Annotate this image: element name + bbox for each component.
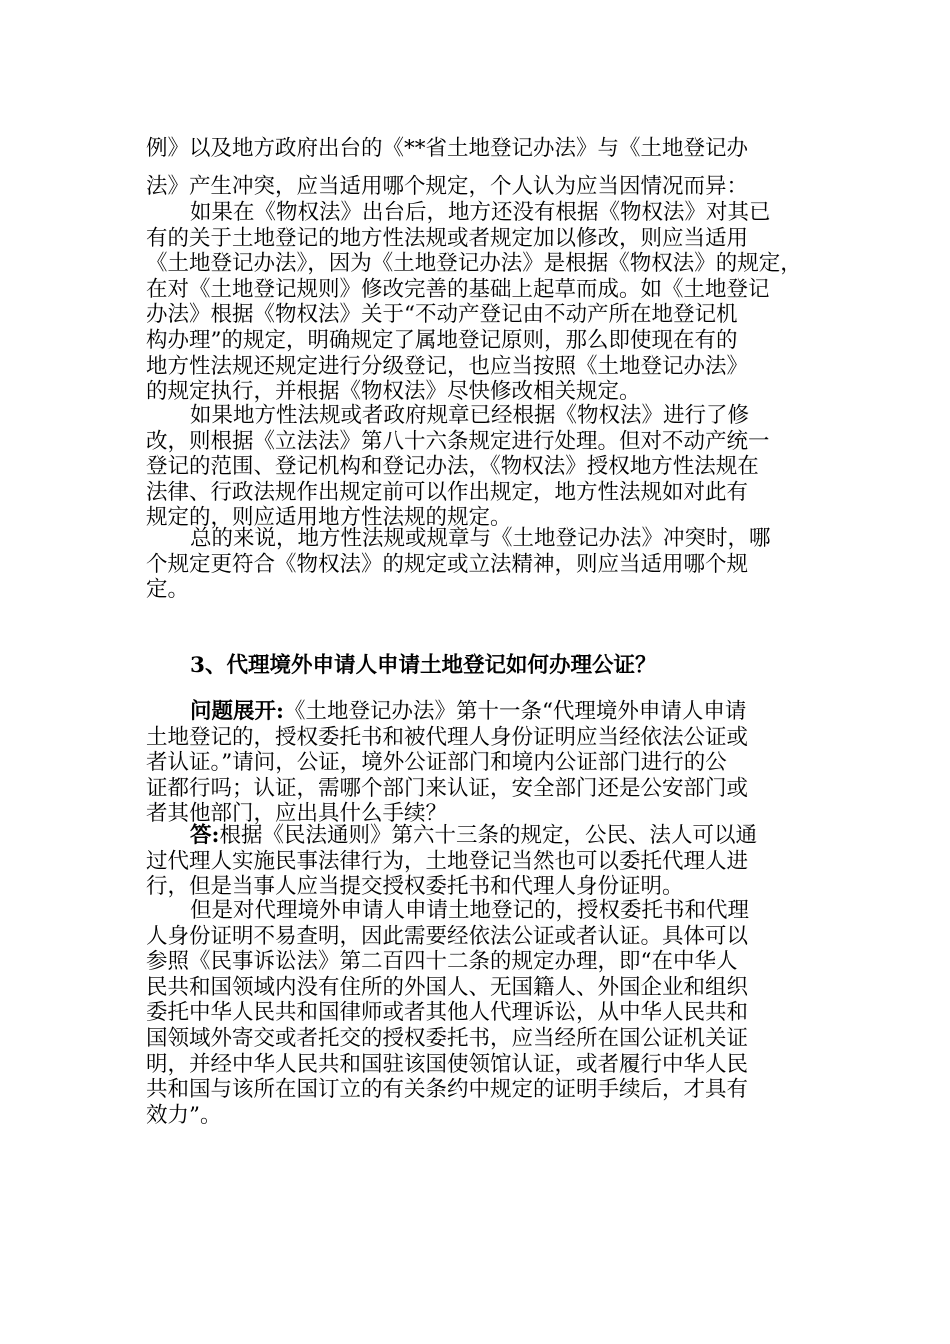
answer-first-line: [146, 823, 810, 849]
paragraph-line: 国领域外寄交或者托交的授权委托书，应当经所在国公证机关证: [146, 1025, 749, 1051]
paragraph-2: [146, 403, 810, 531]
question-first-line: [146, 699, 810, 725]
paragraph-line: 办法》根据《物权法》关于“不动产登记由不动产所在地登记机: [146, 302, 738, 328]
paragraph-line: 总的来说，地方性法规或规章与《土地登记办法》冲突时，哪: [190, 526, 771, 551]
paragraph-line: 个规定更符合《物权法》的规定或立法精神，则应当适用哪个规: [146, 551, 749, 577]
paragraph-line: 如果在《物权法》出台后，地方还没有根据《物权法》对其已: [190, 200, 771, 225]
intro-line-1: 例》以及地方政府出台的《**省土地登记办法》与《土地登记办: [146, 136, 749, 161]
paragraph-line: 明，并经中华人民共和国驻该国使领馆认证，或者履行中华人民: [146, 1051, 749, 1077]
paragraph-line: 有的关于土地登记的地方性法规或者规定加以修改，则应当适用: [146, 225, 749, 251]
paragraph-line: 改，则根据《立法法》第八十六条规定进行处理。但对不动产统一: [146, 428, 770, 454]
paragraph-line: 过代理人实施民事法律行为，土地登记当然也可以委托代理人进: [146, 848, 749, 874]
paragraph-line: 土地登记的，授权委托书和被代理人身份证明应当经依法公证或: [146, 724, 749, 750]
question-text: 《土地登记办法》第十一条“代理境外申请人申请: [283, 699, 747, 724]
paragraph-line: 规定的，则应适用地方性法规的规定。: [146, 505, 512, 531]
answer-text: 根据《民法通则》第六十三条的规定，公民、法人可以通: [219, 823, 757, 848]
paragraph-line: 共和国与该所在国订立的有关条约中规定的证明手续后，才具有: [146, 1077, 749, 1103]
paragraph-line: 登记的范围、登记机构和登记办法，《物权法》授权地方性法规在: [146, 454, 759, 480]
paragraph-line: 如果地方性法规或者政府规章已经根据《物权法》进行了修: [190, 403, 750, 428]
paragraph-line: 但是对代理境外申请人申请土地登记的，授权委托书和代理: [190, 898, 750, 923]
paragraph-line: 行，但是当事人应当提交授权委托书和代理人身份证明。: [146, 874, 684, 900]
answer-label: 答:: [190, 823, 220, 848]
paragraph-line: 参照《民事诉讼法》第二百四十二条的规定办理，即“在中华人: [146, 949, 738, 975]
paragraph-line: 在对《土地登记规则》修改完善的基础上起草而成。如《土地登记: [146, 276, 770, 302]
paragraph-line: 法律、行政法规作出规定前可以作出规定，地方性法规如对此有: [146, 479, 749, 505]
paragraph-line: 者其他部门，应出具什么手续？: [146, 801, 448, 827]
paragraph-line: 效力”。: [146, 1102, 222, 1128]
question-paragraph: [146, 699, 810, 827]
paragraph-1: [146, 200, 810, 405]
paragraph-line: 定。: [146, 577, 190, 603]
section-heading: 3、代理境外申请人申请土地登记如何办理公证？: [190, 653, 657, 678]
paragraph-line: 《土地登记办法》，因为《土地登记办法》是根据《物权法》的规定，: [146, 251, 802, 277]
paragraph-line: 地方性法规还规定进行分级登记，也应当按照《土地登记办法》: [146, 353, 749, 379]
paragraph-line: 民共和国领域内没有住所的外国人、无国籍人、外国企业和组织: [146, 974, 749, 1000]
paragraph-line: 委托中华人民共和国律师或者其他人代理诉讼，从中华人民共和: [146, 1000, 749, 1026]
paragraph-line: 证都行吗；认证，需哪个部门来认证，安全部门还是公安部门或: [146, 775, 749, 801]
intro-line-2: 法》产生冲突，应当适用哪个规定，个人认为应当因情况而异：: [146, 174, 749, 199]
question-label: 问题展开:: [190, 699, 284, 724]
paragraph-line: 构办理”的规定，明确规定了属地登记原则，那么即使现在有的: [146, 327, 738, 353]
paragraph-line: 人身份证明不易查明，因此需要经依法公证或者认证。具体可以: [146, 923, 749, 949]
answer-paragraph: [146, 823, 810, 900]
paragraph-line: 的规定执行，并根据《物权法》尽快修改相关规定。: [146, 379, 641, 405]
paragraph-line: 者认证。”请问，公证，境外公证部门和境内公证部门进行的公: [146, 750, 727, 776]
paragraph-3: [146, 526, 810, 603]
paragraph-4: [146, 898, 810, 1128]
